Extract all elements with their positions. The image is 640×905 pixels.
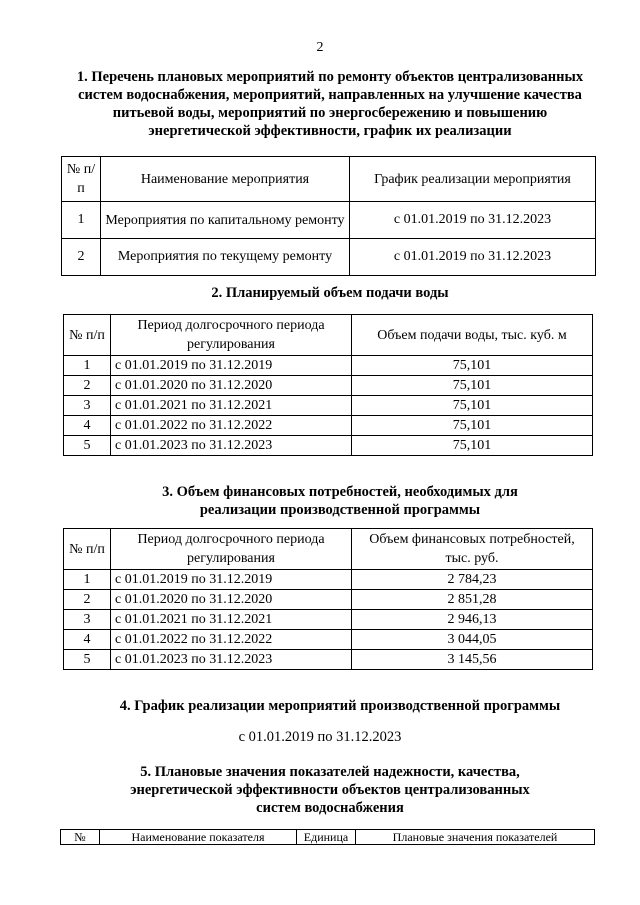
cell-volume: 75,101 — [352, 396, 593, 416]
column-header-planned-values: Плановые значения показателей — [356, 830, 595, 845]
table-row — [64, 416, 593, 436]
cell-schedule: с 01.01.2019 по 31.12.2023 — [350, 239, 596, 276]
table-row — [64, 376, 593, 396]
table-row — [62, 239, 596, 276]
cell-volume: 75,101 — [352, 416, 593, 436]
cell-period: с 01.01.2023 по 31.12.2023 — [111, 650, 352, 670]
cell-number: 3 — [64, 396, 111, 416]
column-header-unit: Единица — [297, 830, 356, 845]
column-header-number: № п/п — [62, 157, 101, 202]
cell-schedule: с 01.01.2019 по 31.12.2023 — [350, 202, 596, 239]
water-supply-table — [63, 314, 593, 456]
column-header-indicator: Наименование показателя — [100, 830, 297, 845]
table-row — [64, 650, 593, 670]
cell-amount: 2 784,23 — [352, 570, 593, 590]
cell-number: 1 — [62, 202, 101, 239]
cell-number: 4 — [64, 630, 111, 650]
section-5-title: 5. Плановые значения показателей надежности, качества, энергетической эффективности объектов централизованных систем водоснабжения — [130, 764, 530, 816]
cell-number: 2 — [64, 590, 111, 610]
cell-number: 4 — [64, 416, 111, 436]
cell-amount: 3 044,05 — [352, 630, 593, 650]
cell-number: 5 — [64, 436, 111, 456]
column-header-number: № п/п — [64, 315, 111, 356]
cell-number: 2 — [64, 376, 111, 396]
cell-period: с 01.01.2019 по 31.12.2019 — [111, 356, 352, 376]
table-row — [64, 590, 593, 610]
table-header-row — [64, 315, 593, 356]
table-row — [64, 630, 593, 650]
section-4-period: с 01.01.2019 по 31.12.2023 — [238, 729, 402, 745]
cell-period: с 01.01.2020 по 31.12.2020 — [111, 376, 352, 396]
column-header-financial: Объем финансовых потребностей, тыс. руб. — [352, 529, 593, 570]
table-header-row — [61, 830, 595, 845]
column-header-period: Период долгосрочного периода регулирования — [111, 315, 352, 356]
cell-number: 1 — [64, 356, 111, 376]
cell-volume: 75,101 — [352, 436, 593, 456]
table-row — [64, 436, 593, 456]
column-header-number: № — [61, 830, 100, 845]
cell-period: с 01.01.2023 по 31.12.2023 — [111, 436, 352, 456]
cell-period: с 01.01.2021 по 31.12.2021 — [111, 610, 352, 630]
cell-period: с 01.01.2022 по 31.12.2022 — [111, 416, 352, 436]
table-row — [64, 356, 593, 376]
table-row — [64, 396, 593, 416]
cell-period: с 01.01.2019 по 31.12.2019 — [111, 570, 352, 590]
page-number: 2 — [316, 40, 324, 55]
table-header-row — [64, 529, 593, 570]
cell-number: 5 — [64, 650, 111, 670]
table-header-row — [62, 157, 596, 202]
section-1-title: 1. Перечень плановых мероприятий по ремонту объектов централизованных систем водоснабжения, мероприятий, направленных на улучшение качества питьевой воды, мероприятий по энергосбережению и повышению энергетической эффективности, график их реализации — [76, 69, 584, 139]
cell-period: с 01.01.2020 по 31.12.2020 — [111, 590, 352, 610]
cell-period: с 01.01.2022 по 31.12.2022 — [111, 630, 352, 650]
cell-number: 2 — [62, 239, 101, 276]
column-header-schedule: График реализации мероприятия — [350, 157, 596, 202]
column-header-volume: Объем подачи воды, тыс. куб. м — [352, 315, 593, 356]
cell-volume: 75,101 — [352, 356, 593, 376]
column-header-period: Период долгосрочного периода регулирования — [111, 529, 352, 570]
table-row — [64, 570, 593, 590]
cell-measure: Мероприятия по капитальному ремонту — [101, 202, 350, 239]
section-3-title: 3. Объем финансовых потребностей, необходимых для реализации производственной программы — [162, 484, 518, 518]
table-row — [62, 202, 596, 239]
cell-period: с 01.01.2021 по 31.12.2021 — [111, 396, 352, 416]
cell-number: 3 — [64, 610, 111, 630]
cell-volume: 75,101 — [352, 376, 593, 396]
cell-measure: Мероприятия по текущему ремонту — [101, 239, 350, 276]
indicators-table — [60, 829, 595, 845]
section-2-title: 2. Планируемый объем подачи воды — [211, 285, 449, 301]
financial-needs-table — [63, 528, 593, 670]
column-header-number: № п/п — [64, 529, 111, 570]
cell-amount: 2 851,28 — [352, 590, 593, 610]
table-row — [64, 610, 593, 630]
section-4-title: 4. График реализации мероприятий производственной программы — [119, 698, 561, 714]
cell-amount: 3 145,56 — [352, 650, 593, 670]
cell-number: 1 — [64, 570, 111, 590]
measures-table — [61, 156, 596, 276]
cell-amount: 2 946,13 — [352, 610, 593, 630]
column-header-measure: Наименование мероприятия — [101, 157, 350, 202]
